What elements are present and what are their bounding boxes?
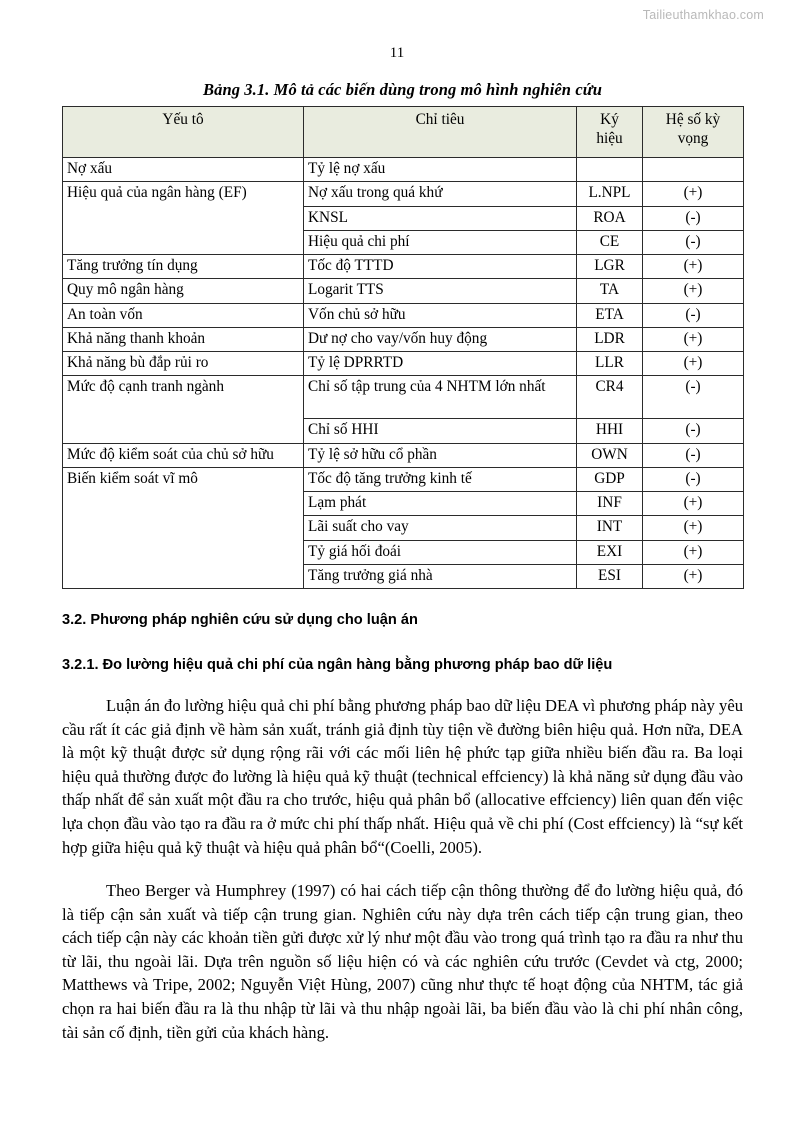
- table-body: [63, 158, 744, 589]
- column-header-expected-line1: Hệ số kỳ: [665, 111, 721, 128]
- cell-expected-sign: (+): [643, 279, 744, 303]
- cell-indicator: Dư nợ cho vay/vốn huy động: [304, 327, 577, 351]
- watermark-text: Tailieuthamkhao.com: [642, 8, 764, 22]
- paragraph-2: Theo Berger và Humphrey (1997) có hai cách tiếp cận thông thường để đo lường hiệu quả, đó là tiếp cận sản xuất và tiếp cận trung gian. Nghiên cứu này dựa trên cách tiếp cận trung gian, theo cách tiếp cận này các khoản tiền gửi được xử lý như một đầu vào trong quá trình tạo ra đầu ra như thu từ lãi, thu ngoài lãi. Dựa trên nguồn số liệu hiện có và các nghiên cứu trước (Cevdet và ctg, 2000; Matthews và Tripe, 2002; Nguyễn Việt Hùng, 2007) cũng như thực tế hoạt động của NHTM, tác giả chọn ra hai biến đầu ra là thu nhập từ lãi và thu nhập ngoài lãi, ba biến đầu vào là chi phí nhân công, tài sản cố định, tiền gửi của khách hàng.: [62, 881, 743, 1042]
- page-content: [62, 80, 743, 1044]
- table-caption: Bảng 3.1. Mô tả các biến dùng trong mô hình nghiên cứu: [203, 80, 602, 99]
- cell-expected-sign: (-): [643, 230, 744, 254]
- table-row: [63, 303, 744, 327]
- cell-factor: Hiệu quả của ngân hàng (EF): [63, 182, 304, 255]
- cell-indicator: Tốc độ TTTD: [304, 255, 577, 279]
- cell-factor: An toàn vốn: [63, 303, 304, 327]
- cell-indicator: Nợ xấu trong quá khứ: [304, 182, 577, 206]
- cell-indicator: Tỷ lệ nợ xấu: [304, 158, 577, 182]
- table-row: [63, 158, 744, 182]
- cell-expected-sign: (+): [643, 352, 744, 376]
- cell-indicator: Hiệu quả chi phí: [304, 230, 577, 254]
- page-number: 11: [389, 45, 405, 61]
- cell-expected-sign: (+): [643, 492, 744, 516]
- table-header-row: [63, 107, 744, 158]
- cell-expected-sign: [643, 158, 744, 182]
- table-row: [63, 443, 744, 467]
- section-heading-3-2: 3.2. Phương pháp nghiên cứu sử dụng cho luận án: [62, 612, 418, 629]
- cell-symbol: EXI: [577, 540, 643, 564]
- cell-symbol: TA: [577, 279, 643, 303]
- cell-factor: Mức độ cạnh tranh ngành: [63, 376, 304, 443]
- column-header-symbol-line1: Ký: [600, 111, 619, 128]
- table-row: [63, 255, 744, 279]
- cell-factor: Tăng trưởng tín dụng: [63, 255, 304, 279]
- cell-expected-sign: (+): [643, 327, 744, 351]
- cell-symbol: CE: [577, 230, 643, 254]
- column-header-symbol-line2: hiệu: [596, 130, 623, 148]
- cell-symbol: INF: [577, 492, 643, 516]
- table-row: [63, 376, 744, 419]
- cell-indicator: Logarit TTS: [304, 279, 577, 303]
- cell-factor: Quy mô ngân hàng: [63, 279, 304, 303]
- column-header-expected-sign: [643, 107, 744, 158]
- cell-indicator: Tỷ lệ DPRRTD: [304, 352, 577, 376]
- cell-symbol: CR4: [577, 376, 643, 419]
- cell-symbol: L.NPL: [577, 182, 643, 206]
- cell-expected-sign: (-): [643, 206, 744, 230]
- cell-symbol: LDR: [577, 327, 643, 351]
- table-row: [63, 182, 744, 206]
- cell-indicator: Chỉ số tập trung của 4 NHTM lớn nhất: [304, 376, 577, 419]
- cell-expected-sign: (-): [643, 467, 744, 491]
- cell-symbol: ETA: [577, 303, 643, 327]
- cell-indicator: Tỷ giá hối đoái: [304, 540, 577, 564]
- cell-symbol: ESI: [577, 564, 643, 588]
- table-header: [63, 107, 744, 158]
- cell-symbol: [577, 158, 643, 182]
- cell-indicator: Tăng trưởng giá nhà: [304, 564, 577, 588]
- cell-factor: Khả năng bù đắp rủi ro: [63, 352, 304, 376]
- cell-indicator: KNSL: [304, 206, 577, 230]
- cell-symbol: GDP: [577, 467, 643, 491]
- column-header-expected-line2: vọng: [677, 130, 709, 148]
- cell-factor: Nợ xấu: [63, 158, 304, 182]
- cell-symbol: ROA: [577, 206, 643, 230]
- cell-indicator: Tốc độ tăng trưởng kinh tế: [304, 467, 577, 491]
- cell-indicator: Lạm phát: [304, 492, 577, 516]
- cell-expected-sign: (-): [643, 443, 744, 467]
- cell-expected-sign: (+): [643, 540, 744, 564]
- cell-symbol: INT: [577, 516, 643, 540]
- cell-factor: Biến kiểm soát vĩ mô: [63, 467, 304, 588]
- table-row: [63, 279, 744, 303]
- section-heading-3-2-1: 3.2.1. Đo lường hiệu quả chi phí của ngân hàng bằng phương pháp bao dữ liệu: [62, 657, 613, 674]
- cell-expected-sign: (+): [643, 516, 744, 540]
- table-row: [63, 467, 744, 491]
- cell-expected-sign: (-): [643, 303, 744, 327]
- cell-indicator: Tỷ lệ sở hữu cổ phần: [304, 443, 577, 467]
- cell-expected-sign: (+): [643, 564, 744, 588]
- cell-expected-sign: (-): [643, 376, 744, 419]
- table-row: [63, 352, 744, 376]
- cell-expected-sign: (+): [643, 255, 744, 279]
- cell-factor: Khả năng thanh khoản: [63, 327, 304, 351]
- cell-symbol: OWN: [577, 443, 643, 467]
- column-header-factor: Yếu tô: [63, 107, 304, 158]
- cell-symbol: HHI: [577, 419, 643, 443]
- paragraph-1: Luận án đo lường hiệu quả chi phí bằng phương pháp bao dữ liệu DEA vì phương pháp này yêu cầu rất ít các giả định về hàm sản xuất, tránh giả định tùy tiện về đường biên hiệu quả. Hơn nữa, DEA là một kỹ thuật được sử dụng rộng rãi với các mối liên hệ phức tạp giữa nhiều biến đầu ra. Ba loại hiệu quả thường được đo lường là hiệu quả kỹ thuật (technical effciency) là khả năng sử dụng đầu vào thấp nhất để sản xuất một đầu ra cho trước, hiệu quả phân bổ (allocative effciency) liên quan đến việc lựa chọn đầu vào tạo ra đầu ra ở mức chi phí thấp nhất. Hiệu quả về chi phí (Cost effciency) là “sự kết hợp giữa hiệu quả kỹ thuật và hiệu quả phân bổ“(Coelli, 2005).: [62, 696, 743, 857]
- table-row: [63, 327, 744, 351]
- cell-indicator: Lãi suất cho vay: [304, 516, 577, 540]
- cell-symbol: LLR: [577, 352, 643, 376]
- variables-table: [62, 106, 744, 589]
- cell-expected-sign: (+): [643, 182, 744, 206]
- column-header-symbol: [577, 107, 643, 158]
- cell-indicator: Vốn chủ sở hữu: [304, 303, 577, 327]
- cell-factor: Mức độ kiểm soát của chủ sở hữu: [63, 443, 304, 467]
- cell-indicator: Chỉ số HHI: [304, 419, 577, 443]
- column-header-indicator: Chỉ tiêu: [304, 107, 577, 158]
- cell-expected-sign: (-): [643, 419, 744, 443]
- cell-symbol: LGR: [577, 255, 643, 279]
